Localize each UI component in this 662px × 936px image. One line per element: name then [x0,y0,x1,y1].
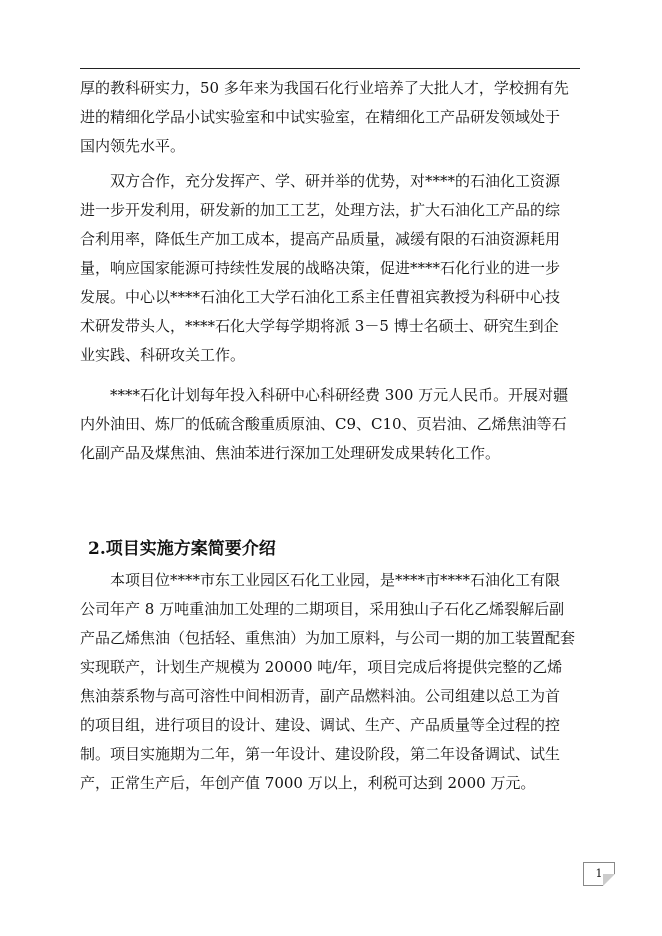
text-line: 业实践、科研攻关工作。 [80,346,246,364]
text-line: 量，响应国家能源可持续性发展的战略决策，促进****石化行业的进一步 [80,259,561,277]
text-line: ****石化计划每年投入科研中心科研经费 300 万元人民币。开展对疆 [80,386,569,404]
text-line: 术研发带头人，****石化大学每学期将派 3－5 博士名硕士、研究生到企 [80,317,559,335]
text-line: 产，正常生产后，年创产值 7000 万以上，利税可达到 2000 万元。 [80,774,536,792]
text-line: 公司年产 8 万吨重油加工处理的二期项目，采用独山子石化乙烯裂解后副 [80,600,565,618]
text-line: 本项目位****市东工业园区石化工业园，是****市****石油化工有限 [80,571,561,589]
page-number: 1 [583,862,615,886]
section-heading: 2.项目实施方案简要介绍 [88,539,276,559]
paragraph-3 [80,381,580,468]
text-line: 产品乙烯焦油（包括轻、重焦油）为加工原料，与公司一期的加工装置配套 [80,629,576,647]
text-line: 进的精细化学品小试实验室和中试实验室，在精细化工产品研发领域处于 [80,108,561,126]
text-line: 厚的教科研实力，50 多年来为我国石化行业培养了大批人才，学校拥有先 [80,79,569,97]
text-line: 的项目组，进行项目的设计、建设、调试、生产、产品质量等全过程的控 [80,716,561,734]
text-line: 内外油田、炼厂的低硫含酸重质原油、C9、C10、页岩油、乙烯焦油等石 [80,415,567,433]
paragraph-4 [80,566,580,798]
text-line: 化副产品及煤焦油、焦油苯进行深加工处理研发成果转化工作。 [80,444,501,462]
paragraph-2 [80,167,580,370]
text-line: 发展。中心以****石油化工大学石油化工系主任曹祖宾教授为科研中心技 [80,288,561,306]
paragraph-1 [80,74,580,161]
text-line: 双方合作，充分发挥产、学、研并举的优势，对****的石油化工资源 [80,172,561,190]
text-line: 焦油萘系物与高可溶性中间相沥青，副产品燃料油。公司组建以总工为首 [80,687,561,705]
text-line: 合利用率，降低生产加工成本，提高产品质量，减缓有限的石油资源耗用 [80,230,561,248]
text-line: 实现联产，计划生产规模为 20000 吨/年，项目完成后将提供完整的乙烯 [80,658,563,676]
text-line: 国内领先水平。 [80,137,186,155]
header-rule [80,68,580,69]
text-line: 制。项目实施期为二年，第一年设计、建设阶段，第二年设备调试、试生 [80,745,561,763]
text-line: 进一步开发利用，研发新的加工工艺，处理方法，扩大石油化工产品的综 [80,201,561,219]
